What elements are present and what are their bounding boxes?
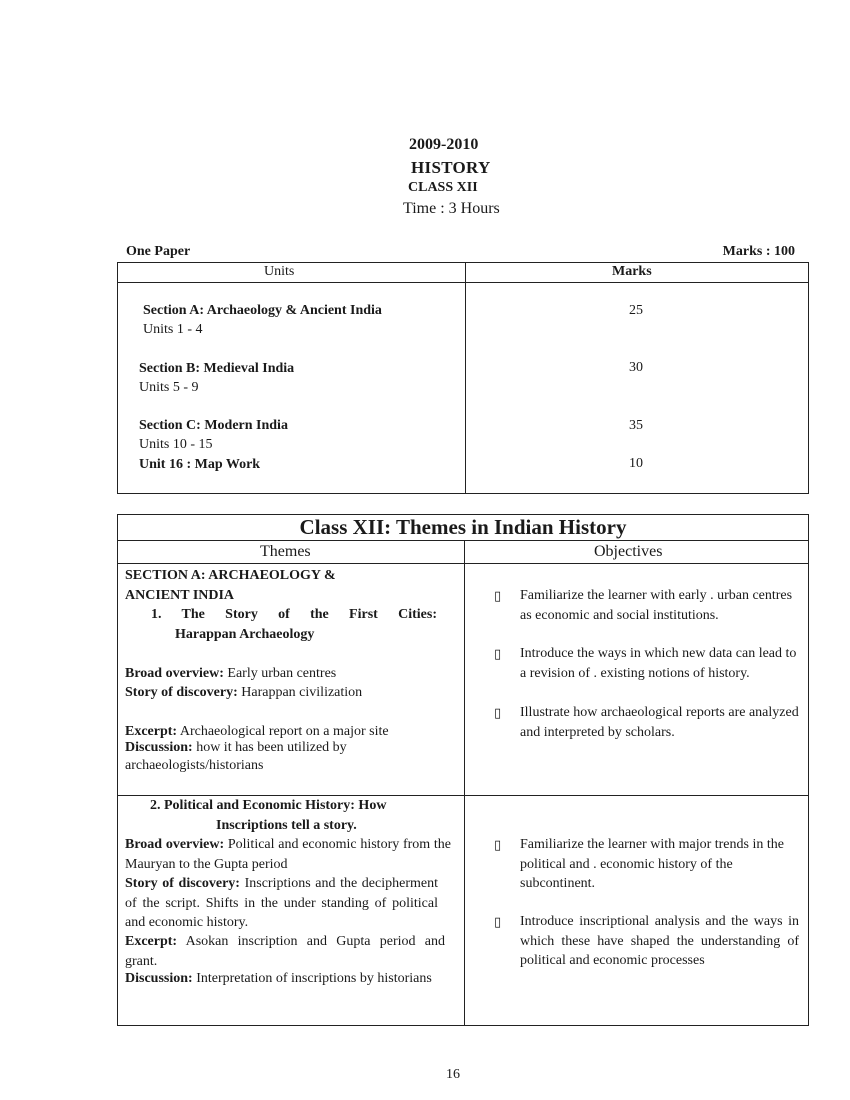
marks-column-header: Marks xyxy=(612,264,652,279)
title-divider xyxy=(118,540,808,541)
year: 2009-2010 xyxy=(409,136,479,153)
themes-table-title: Class XII: Themes in Indian History xyxy=(299,515,627,539)
objectives-column-header: Objectives xyxy=(594,543,663,560)
total-marks: Marks : 100 xyxy=(722,244,795,259)
section-a-line2: ANCIENT INDIA xyxy=(125,587,235,603)
value: Inscriptions and the decipherment of the script. Shifts in the under standing of political and economic history. xyxy=(125,876,438,930)
column-divider xyxy=(465,263,466,493)
theme2-discussion xyxy=(125,970,438,989)
table-row xyxy=(139,359,294,397)
objective-item: Familiarize the learner with early . urban centres as economic and social institutions. xyxy=(520,588,793,623)
theme1-title-line2: Harappan Archaeology xyxy=(175,626,315,642)
label: Story of discovery: xyxy=(125,685,238,700)
themes-table xyxy=(117,514,809,1026)
value: Interpretation of inscriptions by historians xyxy=(196,971,432,986)
value: Early urban centres xyxy=(227,666,337,681)
objective-item: Illustrate how archaeological reports are analyzed and interpreted by scholars. xyxy=(520,705,799,740)
objective-item: Introduce inscriptional analysis and the ways in which these have shaped the understanding of political and economic processes xyxy=(520,914,799,968)
section-units: Units 5 - 9 xyxy=(139,380,199,395)
bullet-icon: ▯ xyxy=(494,914,502,929)
label: Discussion: xyxy=(125,971,193,986)
label: Excerpt: xyxy=(125,934,178,949)
section-a-heading xyxy=(125,566,336,605)
units-column-header: Units xyxy=(264,264,295,279)
units-marks-table xyxy=(117,262,809,494)
section-marks: 10 xyxy=(629,456,643,471)
header-divider xyxy=(118,563,808,564)
objective-item: Introduce the ways in which new data can lead to a revision of . existing notions of history. xyxy=(520,646,797,681)
page-number: 16 xyxy=(446,1067,460,1082)
theme2-broad-overview xyxy=(125,835,451,874)
label: Broad overview: xyxy=(125,837,225,852)
theme2-story-of-discovery xyxy=(125,874,438,933)
bullet-icon: ▯ xyxy=(494,837,502,852)
label: Broad overview: xyxy=(125,666,224,681)
table-row xyxy=(143,301,382,339)
theme2-title xyxy=(150,796,440,835)
section-title: Section C: Modern India xyxy=(139,418,288,433)
table-row xyxy=(139,455,260,474)
value: Political and economic history from the Mauryan to the Gupta period xyxy=(125,837,452,872)
section-title: Section A: Archaeology & Ancient India xyxy=(143,303,382,318)
theme2-excerpt xyxy=(125,932,445,971)
value: Harappan civilization xyxy=(241,685,363,700)
theme2-title-line2: Inscriptions tell a story. xyxy=(216,817,357,833)
objective-item: Familiarize the learner with major trends in the political and . economic history of the subcontinent. xyxy=(520,837,784,891)
bullet-icon: ▯ xyxy=(494,646,502,661)
theme1-title-line1: 1. The Story of the First Cities: xyxy=(151,607,437,622)
bullet-icon: ▯ xyxy=(494,588,502,603)
class-label: CLASS XII xyxy=(408,180,478,195)
section-title: Unit 16 : Map Work xyxy=(139,457,261,472)
section-units: Units 10 - 15 xyxy=(139,437,213,452)
section-marks: 30 xyxy=(629,360,643,375)
time-label: Time : 3 Hours xyxy=(403,200,500,217)
table-row xyxy=(139,416,288,454)
section-title: Section B: Medieval India xyxy=(139,361,295,376)
theme1-title xyxy=(151,605,437,644)
subject-title: HISTORY xyxy=(411,158,491,177)
section-marks: 25 xyxy=(629,303,643,318)
theme1-story-of-discovery xyxy=(125,683,447,703)
label: Story of discovery: xyxy=(125,876,240,891)
section-units: Units 1 - 4 xyxy=(143,322,203,337)
themes-column-header: Themes xyxy=(260,543,311,560)
value: how it has been utilized by archaeologists/historians xyxy=(125,740,347,773)
theme1-discussion xyxy=(125,739,405,775)
section-marks: 35 xyxy=(629,418,643,433)
theme1-broad-overview xyxy=(125,664,447,684)
label: Discussion: xyxy=(125,740,193,755)
column-divider xyxy=(464,540,465,1025)
section-a-line1: SECTION A: ARCHAEOLOGY & xyxy=(125,568,336,583)
theme2-title-line1: 2. Political and Economic History: How xyxy=(150,798,387,813)
one-paper-label: One Paper xyxy=(126,244,191,259)
bullet-icon: ▯ xyxy=(494,705,502,720)
value: Archaeological report on a major site xyxy=(179,724,389,739)
label: Excerpt: xyxy=(125,724,178,739)
header-divider xyxy=(118,282,808,283)
value: Asokan inscription and Gupta period and grant. xyxy=(125,934,445,969)
